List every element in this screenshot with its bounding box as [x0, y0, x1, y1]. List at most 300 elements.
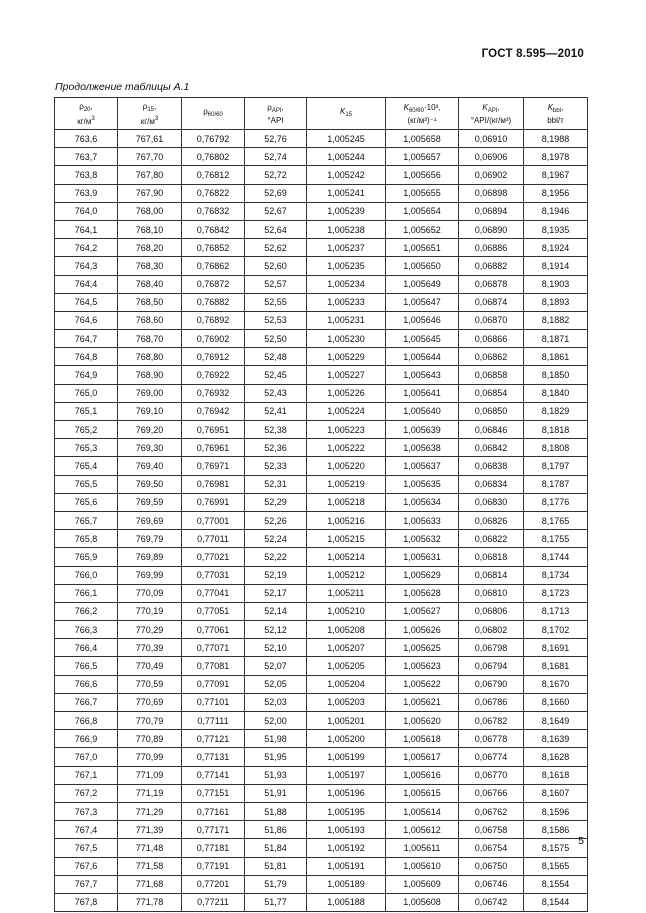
table-cell: 0,06882 [459, 257, 524, 275]
table-cell: 0,77091 [182, 675, 245, 693]
table-cell: 0,76991 [182, 493, 245, 511]
header-unit-superscript: 3 [154, 115, 159, 122]
table-row [55, 130, 588, 148]
table-row [55, 148, 588, 166]
table-cell: 0,76912 [182, 348, 245, 366]
table-row [55, 748, 588, 766]
standard-id: ГОСТ 8.595—2010 [481, 48, 584, 60]
table-cell: 8,1586 [524, 821, 588, 839]
table-cell: 770,49 [118, 657, 182, 675]
table-cell: 0,77161 [182, 802, 245, 820]
header-subscript: bbl [553, 107, 562, 114]
header-unit-superscript: 3 [91, 115, 95, 122]
table-cell: 766,5 [55, 657, 118, 675]
table-cell: 0,76892 [182, 311, 245, 329]
table-cell: 8,1893 [524, 293, 588, 311]
table-cell: 0,06794 [459, 657, 524, 675]
table-cell: 766,2 [55, 602, 118, 620]
table-cell: 770,19 [118, 602, 182, 620]
table-cell: 768,70 [118, 330, 182, 348]
table-cell: 0,76951 [182, 421, 245, 439]
table-cell: 0,06778 [459, 730, 524, 748]
table-cell: 1,005638 [386, 439, 459, 457]
table-cell: 51,93 [245, 766, 307, 784]
table-cell: 52,31 [245, 475, 307, 493]
table-cell: 1,005635 [386, 475, 459, 493]
table-cell: 1,005623 [386, 657, 459, 675]
table-row [55, 566, 588, 584]
table-cell: 765,9 [55, 548, 118, 566]
table-row [55, 766, 588, 784]
table-cell: 8,1702 [524, 621, 588, 639]
table-cell: 8,1660 [524, 693, 588, 711]
table-row [55, 366, 588, 384]
table-cell: 0,06770 [459, 766, 524, 784]
table-cell: 1,005639 [386, 421, 459, 439]
table-cell: 52,14 [245, 602, 307, 620]
table-cell: 1,005215 [307, 530, 386, 548]
table-cell: 0,06806 [459, 602, 524, 620]
table-cell: 8,1840 [524, 384, 588, 402]
table-cell: 52,69 [245, 184, 307, 202]
table-row [55, 202, 588, 220]
table-cell: 763,6 [55, 130, 118, 148]
table-row [55, 712, 588, 730]
table-cell: 767,4 [55, 821, 118, 839]
table-cell: 769,40 [118, 457, 182, 475]
table-cell: 768,00 [118, 202, 182, 220]
table-cell: 768,30 [118, 257, 182, 275]
table-cell: 767,5 [55, 839, 118, 857]
table-cell: 8,1914 [524, 257, 588, 275]
table-cell: 0,76842 [182, 220, 245, 238]
table-cell: 8,1723 [524, 584, 588, 602]
table-cell: 1,005632 [386, 530, 459, 548]
table-cell: 768,50 [118, 293, 182, 311]
table-cell: 0,76932 [182, 384, 245, 402]
table-cell: 0,76812 [182, 166, 245, 184]
table-cell: 8,1681 [524, 657, 588, 675]
table-cell: 770,39 [118, 639, 182, 657]
table-cell: 0,06754 [459, 839, 524, 857]
header-symbol: ρ [79, 101, 84, 111]
table-row [55, 821, 588, 839]
table-cell: 1,005629 [386, 566, 459, 584]
table-row [55, 893, 588, 911]
table-cell: 0,77171 [182, 821, 245, 839]
table-cell: 765,7 [55, 511, 118, 529]
table-cell: 771,58 [118, 857, 182, 875]
table-cell: 1,005654 [386, 202, 459, 220]
table-row [55, 475, 588, 493]
table-cell: 0,06842 [459, 439, 524, 457]
table-cell: 1,005196 [307, 784, 386, 802]
table-cell: 0,06866 [459, 330, 524, 348]
table-cell: 8,1871 [524, 330, 588, 348]
table-cell: 0,06798 [459, 639, 524, 657]
table-cell: 0,06886 [459, 239, 524, 257]
header-symbol: K [403, 102, 409, 112]
table-row [55, 239, 588, 257]
table-cell: 1,005205 [307, 657, 386, 675]
table-cell: 52,26 [245, 511, 307, 529]
column-header [118, 98, 182, 130]
table-cell: 768,20 [118, 239, 182, 257]
table-cell: 51,88 [245, 802, 307, 820]
table-cell: 1,005199 [307, 748, 386, 766]
table-cell: 0,06894 [459, 202, 524, 220]
table-row [55, 348, 588, 366]
table-cell: 763,8 [55, 166, 118, 184]
table-cell: 767,1 [55, 766, 118, 784]
header-symbol: K [339, 107, 346, 116]
table-cell: 8,1670 [524, 675, 588, 693]
table-row [55, 457, 588, 475]
table-row [55, 802, 588, 820]
table-cell: 769,20 [118, 421, 182, 439]
table-cell: 0,77211 [182, 893, 245, 911]
table-cell: 52,00 [245, 712, 307, 730]
table-cell: 1,005645 [386, 330, 459, 348]
table-cell: 763,7 [55, 148, 118, 166]
table-row [55, 548, 588, 566]
table-cell: 51,98 [245, 730, 307, 748]
table-cell: 51,86 [245, 821, 307, 839]
table-cell: 771,78 [118, 893, 182, 911]
table-cell: 52,19 [245, 566, 307, 584]
header-separator: ·10³, [423, 102, 441, 112]
table-cell: 766,6 [55, 675, 118, 693]
table-cell: 1,005220 [307, 457, 386, 475]
table-cell: 766,3 [55, 621, 118, 639]
table-cell: 8,1797 [524, 457, 588, 475]
table-cell: 0,76902 [182, 330, 245, 348]
table-cell: 769,00 [118, 384, 182, 402]
table-cell: 0,06862 [459, 348, 524, 366]
table-cell: 767,90 [118, 184, 182, 202]
table-cell: 767,7 [55, 875, 118, 893]
table-cell: 1,005631 [386, 548, 459, 566]
table-cell: 1,005651 [386, 239, 459, 257]
table-cell: 0,06818 [459, 548, 524, 566]
table-row [55, 675, 588, 693]
table-row [55, 530, 588, 548]
table-cell: 1,005222 [307, 439, 386, 457]
table-cell: 1,005652 [386, 220, 459, 238]
table-cell: 1,005188 [307, 893, 386, 911]
header-unit: (кг/м³)⁻¹ [407, 115, 437, 125]
table-cell: 52,57 [245, 275, 307, 293]
table-cell: 1,005627 [386, 602, 459, 620]
table-cell: 766,9 [55, 730, 118, 748]
table-cell: 8,1575 [524, 839, 588, 857]
table-cell: 1,005207 [307, 639, 386, 657]
table-row [55, 311, 588, 329]
table-cell: 1,005239 [307, 202, 386, 220]
table-cell: 8,1829 [524, 402, 588, 420]
table-body [55, 130, 588, 912]
table-cell: 0,77191 [182, 857, 245, 875]
table-cell: 8,1544 [524, 893, 588, 911]
table-cell: 767,70 [118, 148, 182, 166]
table-cell: 0,06854 [459, 384, 524, 402]
table-cell: 768,60 [118, 311, 182, 329]
table-cell: 769,50 [118, 475, 182, 493]
table-row [55, 839, 588, 857]
table-cell: 52,05 [245, 675, 307, 693]
table-cell: 771,19 [118, 784, 182, 802]
table-cell: 767,0 [55, 748, 118, 766]
column-header [245, 98, 307, 130]
table-row [55, 493, 588, 511]
table-cell: 769,89 [118, 548, 182, 566]
table-row [55, 784, 588, 802]
column-header [459, 98, 524, 130]
table-cell: 0,06802 [459, 621, 524, 639]
table-cell: 765,5 [55, 475, 118, 493]
table-cell: 1,005621 [386, 693, 459, 711]
table-cell: 0,06906 [459, 148, 524, 166]
header-unit: bbl/т [547, 115, 564, 125]
header-subscript: 15 [345, 112, 353, 118]
table-cell: 1,005230 [307, 330, 386, 348]
table-cell: 1,005242 [307, 166, 386, 184]
table-cell: 1,005233 [307, 293, 386, 311]
table-cell: 1,005634 [386, 493, 459, 511]
table-cell: 770,79 [118, 712, 182, 730]
table-row [55, 275, 588, 293]
table-cell: 766,1 [55, 584, 118, 602]
table-cell: 1,005195 [307, 802, 386, 820]
table-cell: 0,06790 [459, 675, 524, 693]
table-cell: 1,005622 [386, 675, 459, 693]
table-cell: 0,76942 [182, 402, 245, 420]
table-cell: 766,4 [55, 639, 118, 657]
table-cell: 8,1744 [524, 548, 588, 566]
table-cell: 1,005231 [307, 311, 386, 329]
table-cell: 1,005628 [386, 584, 459, 602]
table-cell: 0,77031 [182, 566, 245, 584]
header-subscript: 60/60 [207, 112, 223, 118]
header-unit: кг/м [77, 116, 92, 126]
table-cell: 8,1639 [524, 730, 588, 748]
table-cell: 8,1935 [524, 220, 588, 238]
table-cell: 8,1618 [524, 766, 588, 784]
table-cell: 771,29 [118, 802, 182, 820]
table-cell: 0,77081 [182, 657, 245, 675]
table-cell: 0,77041 [182, 584, 245, 602]
table-cell: 769,59 [118, 493, 182, 511]
table-cell: 0,06742 [459, 893, 524, 911]
header-subscript: 60/60 [408, 107, 424, 114]
table-cell: 770,89 [118, 730, 182, 748]
table-cell: 0,77111 [182, 712, 245, 730]
table-cell: 8,1988 [524, 130, 588, 148]
table-cell: 763,9 [55, 184, 118, 202]
table-cell: 51,81 [245, 857, 307, 875]
table-cell: 1,005200 [307, 730, 386, 748]
column-header [55, 98, 118, 130]
table-cell: 52,41 [245, 402, 307, 420]
table-row [55, 384, 588, 402]
table-cell: 764,5 [55, 293, 118, 311]
table-cell: 51,79 [245, 875, 307, 893]
table-cell: 766,8 [55, 712, 118, 730]
table-cell: 51,77 [245, 893, 307, 911]
table-cell: 0,77151 [182, 784, 245, 802]
table-cell: 8,1755 [524, 530, 588, 548]
table-cell: 1,005625 [386, 639, 459, 657]
table-cell: 1,005238 [307, 220, 386, 238]
header-symbol: ρ [142, 101, 148, 111]
table-cell: 8,1628 [524, 748, 588, 766]
table-cell: 52,33 [245, 457, 307, 475]
table-cell: 1,005640 [386, 402, 459, 420]
table-cell: 8,1967 [524, 166, 588, 184]
header-subscript: API [487, 107, 498, 114]
table-cell: 1,005611 [386, 839, 459, 857]
table-cell: 1,005633 [386, 511, 459, 529]
table-cell: 0,76961 [182, 439, 245, 457]
table-cell: 765,2 [55, 421, 118, 439]
table-cell: 8,1649 [524, 712, 588, 730]
header-symbol: K [482, 102, 488, 112]
table-row [55, 439, 588, 457]
table-cell: 0,76981 [182, 475, 245, 493]
table-cell: 1,005658 [386, 130, 459, 148]
table-cell: 52,45 [245, 366, 307, 384]
table-cell: 52,43 [245, 384, 307, 402]
table-cell: 767,2 [55, 784, 118, 802]
table-cell: 0,06838 [459, 457, 524, 475]
table-cell: 8,1882 [524, 311, 588, 329]
table-cell: 767,80 [118, 166, 182, 184]
table-cell: 1,005224 [307, 402, 386, 420]
table-cell: 0,77071 [182, 639, 245, 657]
table-cell: 0,76802 [182, 148, 245, 166]
table-cell: 0,76792 [182, 130, 245, 148]
table-row [55, 730, 588, 748]
table-cell: 0,06902 [459, 166, 524, 184]
header-separator: , [561, 102, 564, 112]
table-row [55, 257, 588, 275]
table-row [55, 511, 588, 529]
table-cell: 0,06878 [459, 275, 524, 293]
table-cell: 1,005608 [386, 893, 459, 911]
table-cell: 765,0 [55, 384, 118, 402]
table-cell: 52,22 [245, 548, 307, 566]
table-cell: 0,06750 [459, 857, 524, 875]
table-cell: 764,4 [55, 275, 118, 293]
table-cell: 1,005234 [307, 275, 386, 293]
table-cell: 1,005237 [307, 239, 386, 257]
header-separator: , [281, 102, 284, 112]
table-cell: 8,1776 [524, 493, 588, 511]
table-cell: 8,1607 [524, 784, 588, 802]
table-cell: 1,005647 [386, 293, 459, 311]
table-cell: 0,06758 [459, 821, 524, 839]
table-cell: 52,07 [245, 657, 307, 675]
table-cell: 0,77201 [182, 875, 245, 893]
table-cell: 769,99 [118, 566, 182, 584]
table-cell: 1,005216 [307, 511, 386, 529]
table-cell: 768,40 [118, 275, 182, 293]
table-cell: 0,06858 [459, 366, 524, 384]
table-cell: 767,8 [55, 893, 118, 911]
table-cell: 0,06762 [459, 802, 524, 820]
table-cell: 764,6 [55, 311, 118, 329]
table-cell: 52,10 [245, 639, 307, 657]
table-cell: 1,005219 [307, 475, 386, 493]
table-caption: Продолжение таблицы А.1 [55, 81, 190, 93]
table-cell: 8,1713 [524, 602, 588, 620]
table-cell: 0,06746 [459, 875, 524, 893]
table-cell: 1,005193 [307, 821, 386, 839]
table-cell: 1,005618 [386, 730, 459, 748]
table-cell: 770,69 [118, 693, 182, 711]
table-cell: 52,38 [245, 421, 307, 439]
table-cell: 0,77021 [182, 548, 245, 566]
table-cell: 765,1 [55, 402, 118, 420]
table-cell: 0,76862 [182, 257, 245, 275]
table-row [55, 330, 588, 348]
header-subscript: API [271, 107, 282, 114]
table-cell: 0,77181 [182, 839, 245, 857]
table-cell: 8,1787 [524, 475, 588, 493]
table-cell: 0,06814 [459, 566, 524, 584]
table-cell: 0,77121 [182, 730, 245, 748]
header-symbol: ρ [203, 107, 208, 116]
table-cell: 52,62 [245, 239, 307, 257]
table-row [55, 584, 588, 602]
table-row [55, 693, 588, 711]
table-cell: 1,005646 [386, 311, 459, 329]
table-row [55, 184, 588, 202]
table-cell: 0,06890 [459, 220, 524, 238]
table-cell: 8,1554 [524, 875, 588, 893]
table-cell: 52,29 [245, 493, 307, 511]
table-cell: 1,005244 [307, 148, 386, 166]
header-separator: , [497, 102, 500, 112]
table-cell: 0,06846 [459, 421, 524, 439]
table-cell: 1,005203 [307, 693, 386, 711]
table-cell: 0,77001 [182, 511, 245, 529]
table-row [55, 639, 588, 657]
table-cell: 51,84 [245, 839, 307, 857]
table-cell: 1,005609 [386, 875, 459, 893]
table-cell: 1,005656 [386, 166, 459, 184]
table-cell: 1,005610 [386, 857, 459, 875]
table-cell: 764,3 [55, 257, 118, 275]
table-cell: 771,39 [118, 821, 182, 839]
table-cell: 1,005218 [307, 493, 386, 511]
table-cell: 0,77061 [182, 621, 245, 639]
table-header-row [55, 98, 588, 130]
table-cell: 767,6 [55, 857, 118, 875]
table-cell: 0,06870 [459, 311, 524, 329]
table-cell: 52,53 [245, 311, 307, 329]
table-cell: 8,1924 [524, 239, 588, 257]
table-cell: 1,005637 [386, 457, 459, 475]
header-separator: , [90, 101, 93, 111]
table-cell: 1,005211 [307, 584, 386, 602]
table-cell: 1,005241 [307, 184, 386, 202]
header-separator: , [154, 101, 157, 111]
table-cell: 1,005210 [307, 602, 386, 620]
table-cell: 0,76872 [182, 275, 245, 293]
table-cell: 51,91 [245, 784, 307, 802]
table-cell: 767,61 [118, 130, 182, 148]
